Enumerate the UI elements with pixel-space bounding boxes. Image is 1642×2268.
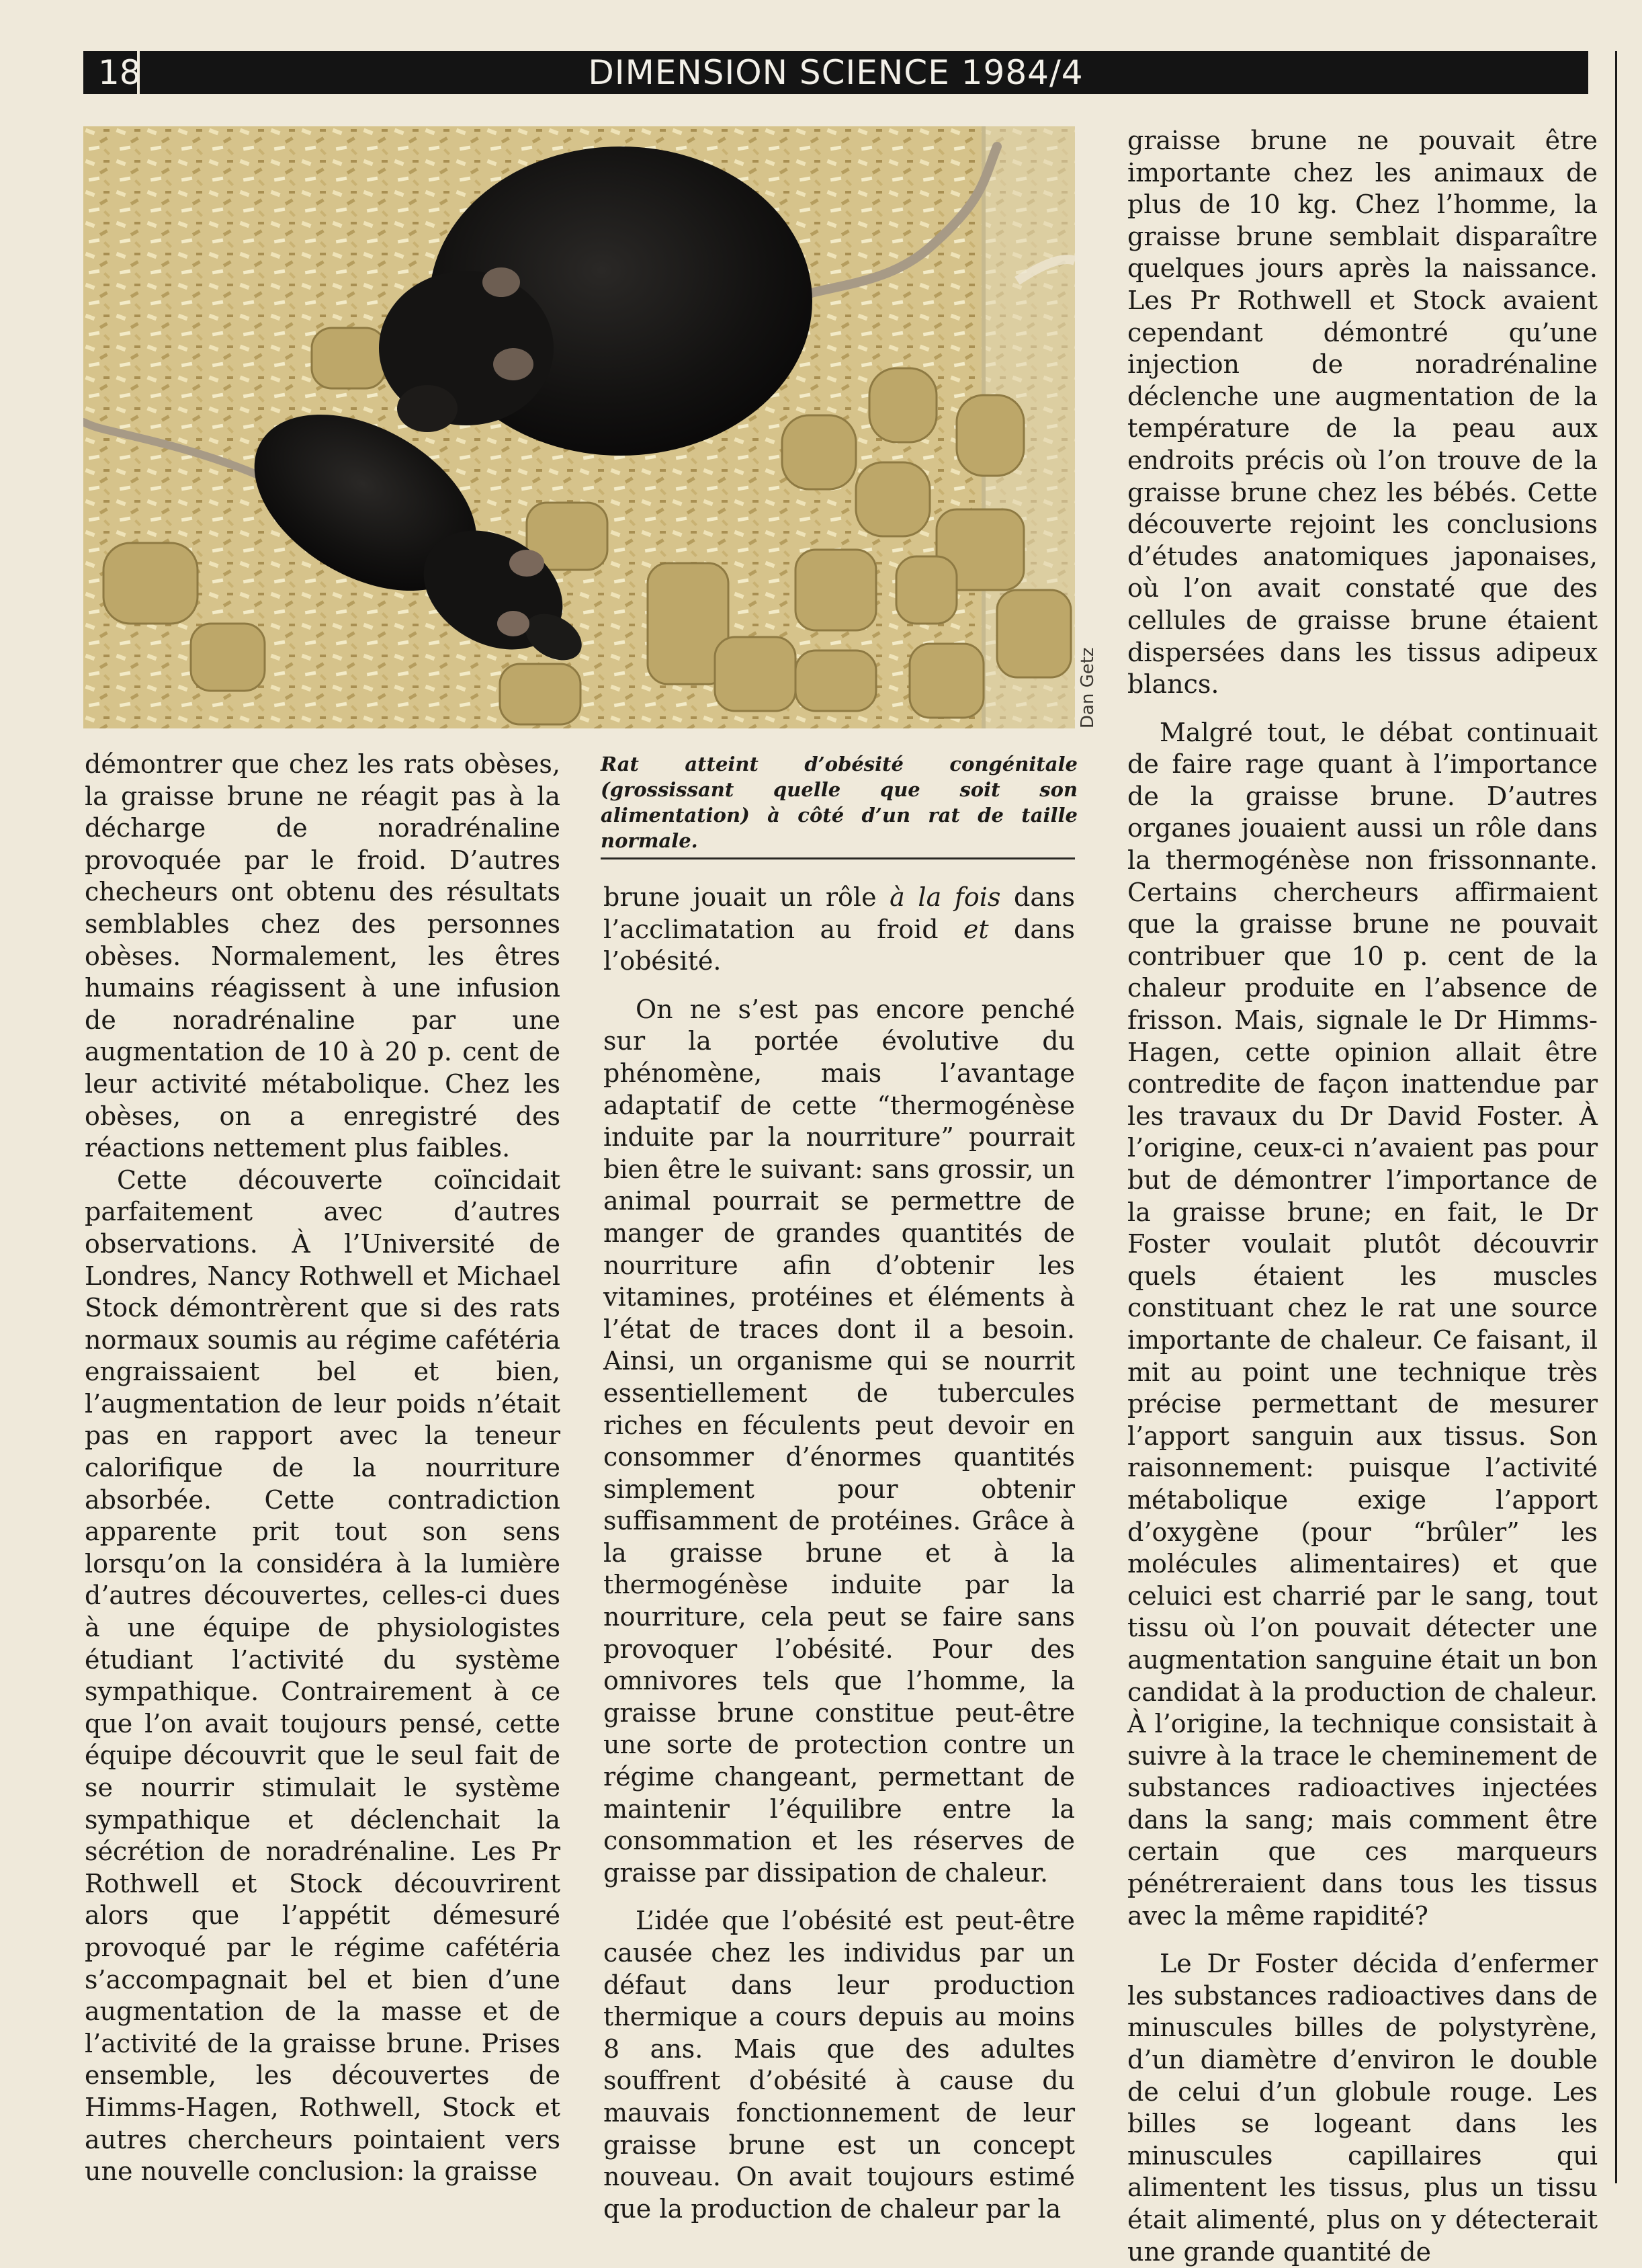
paragraph: démontrer que chez les rats obèses, la graisse brune ne réagit pas à la décharge de noradrénaline provoquée par le froid. D’autres checheurs ont obtenu des résultats semblables chez des personnes obèses. Normalement, les êtres humains réagissent à une infusion de noradrénaline par une augmentation de 10 à 20 p. cent de leur activité métabolique. Chez les obèses, on a enregistré des réactions nettement plus faibles. <box>85 749 560 1163</box>
paragraph: Le Dr Foster décida d’enfermer les substances radioactives dans de minuscules billes de polystyrène, d’un diamètre d’environ le double de celui d’un globule rouge. Les billes se logeant dans les minuscules capillaires qui alimentent les tissus, plus un tissu était alimenté, plus on y détecterait une grande quantité de <box>1127 1949 1598 2267</box>
text-column-2 <box>603 882 1075 2225</box>
text-run: brune jouait un rôle <box>603 882 890 912</box>
paragraph: On ne s’est pas encore penché sur la portée évolutive du phénomène, mais l’avantage adaptatif de cette “thermogénèse induite par la nourriture” pourrait bien être le suivant: sans grossir, un animal pourrait se permettre de manger de grandes quantités de nourriture afin d’obtenir les vitamines, protéines et éléments à l’état de traces dont il a besoin. Ainsi, un organisme qui se nourrit essentiellement de tubercules riches en féculents peut devoir en consommer d’énormes quantités simplement pour obtenir suffisamment de protéines. Grâce à la graisse brune et à la thermogénèse induite par la nourriture, cela peut se faire sans provoquer l’obésité. Pour des omnivores tels que l’homme, la graisse brune constitue peut-être une sorte de protection contre un régime changeant, permettant de maintenir l’équilibre entre la consommation et les réserves de graisse par dissipation de chaleur. <box>603 994 1075 1888</box>
paragraph: graisse brune ne pouvait être importante chez les animaux de plus de 10 kg. Chez l’homme, la graisse brune semblait disparaître quelques jours après la naissance. Les Pr Rothwell et Stock avaient cependant démontré qu’une injection de noradrénaline déclenche une augmentation de la température de la peau aux endroits précis où l’on trouve de la graisse brune chez les bébés. Cette découverte rejoint les conclusions d’études anatomiques japonaises, où l’on avait constaté que des cellules de graisse brune étaient dispersées dans les tissus adipeux blancs. <box>1127 126 1598 700</box>
page-header <box>83 51 1588 94</box>
emphasis: et <box>963 914 989 944</box>
photo-credit: Dan Getz <box>1078 647 1098 728</box>
publication-title: DIMENSION SCIENCE 1984/4 <box>588 53 1084 92</box>
paragraph: Malgré tout, le débat continuait de faire rage quant à l’importance de la graisse brune. D’autres organes jouaient aussi un rôle dans la thermogénèse non frissonnante. Certains chercheurs affirmaient que la graisse brune ne pouvait contribuer que 10 p. cent de la chaleur produite en l’absence de frisson. Mais, signale le Dr Himms-Hagen, cette opinion allait être contredite de façon inattendue par les travaux du Dr David Foster. À l’origine, ceux-ci n’avaient pas pour but de démontrer l’importance de la graisse brune; en fait, le Dr Foster voulait plutôt découvrir quels étaient les muscles constituant chez le rat une source importante de chaleur. Ce faisant, il mit au point une technique très précise permettant de mesurer l’apport sanguin aux tissus. Son raisonnement: puisque l’activité métabolique exige l’apport d’oxygène (pour “brûler” les molécules alimentaires) et que celuici est charrié par le sang, tout tissu où l’on pouvait détecter une augmentation sanguine était un bon candidat à la production de chaleur. À l’origine, la technique consistait à suivre à la trace le cheminement de substances radioactives injectées dans la sang; mais comment être certain que ces marqueurs pénétreraient dans tous les tissus avec la même rapidité? <box>1127 717 1598 1931</box>
text-run: dans l’obésité. <box>603 914 1075 976</box>
rat-photo <box>83 126 1075 728</box>
photo-caption: Rat atteint d’obésité congénitale (grossissant quelle que soit son alimentation) à côté d’un rat de taille normale. <box>601 753 1078 852</box>
text-column-1 <box>85 749 560 2188</box>
emphasis: à la fois <box>890 882 1001 912</box>
paragraph: L’idée que l’obésité est peut-être causée chez les individus par un défaut dans leur production thermique a cours depuis au moins 8 ans. Mais que des adultes souffrent d’obésité à cause du mauvais fonctionnement de leur graisse brune est un concept nouveau. On avait toujours estimé que la production de chaleur par la <box>603 1906 1075 2224</box>
caption-rule <box>601 857 1075 859</box>
text-column-3 <box>1127 125 1598 2268</box>
page-number: 18 <box>98 53 141 92</box>
paragraph <box>603 882 1075 978</box>
paragraph: Cette découverte coïncidait parfaitement avec d’autres observations. À l’Université de Londres, Nancy Rothwell et Michael Stock démontrèrent que si des rats normaux soumis au régime cafétéria engraissaient bel et bien, l’augmentation de leur poids n’était pas en rapport avec la teneur calorifique de la nourriture absorbée. Cette contradiction apparente prit tout son sens lorsqu’on la considéra à la lumière d’autres découvertes, celles-ci dues à une équipe de physiologistes étudiant l’activité du système sympathique. Contrairement à ce que l’on avait toujours pensé, cette équipe découvrit que le seul fait de se nourrir stimulait le système sympathique et déclenchait la sécrétion de noradrénaline. Les Pr Rothwell et Stock découvrirent alors que l’appétit démesuré provoqué par le régime cafétéria s’accompagnait bel et bien d’une augmentation de la masse et de l’activité de la graisse brune. Prises ensemble, les découvertes de Himms-Hagen, Rothwell, Stock et autres chercheurs pointaient vers une nouvelle conclusion: la graisse <box>85 1165 560 2187</box>
right-margin-rule <box>1615 51 1617 2183</box>
text-run: dans l’acclimatation au froid <box>603 882 1075 944</box>
